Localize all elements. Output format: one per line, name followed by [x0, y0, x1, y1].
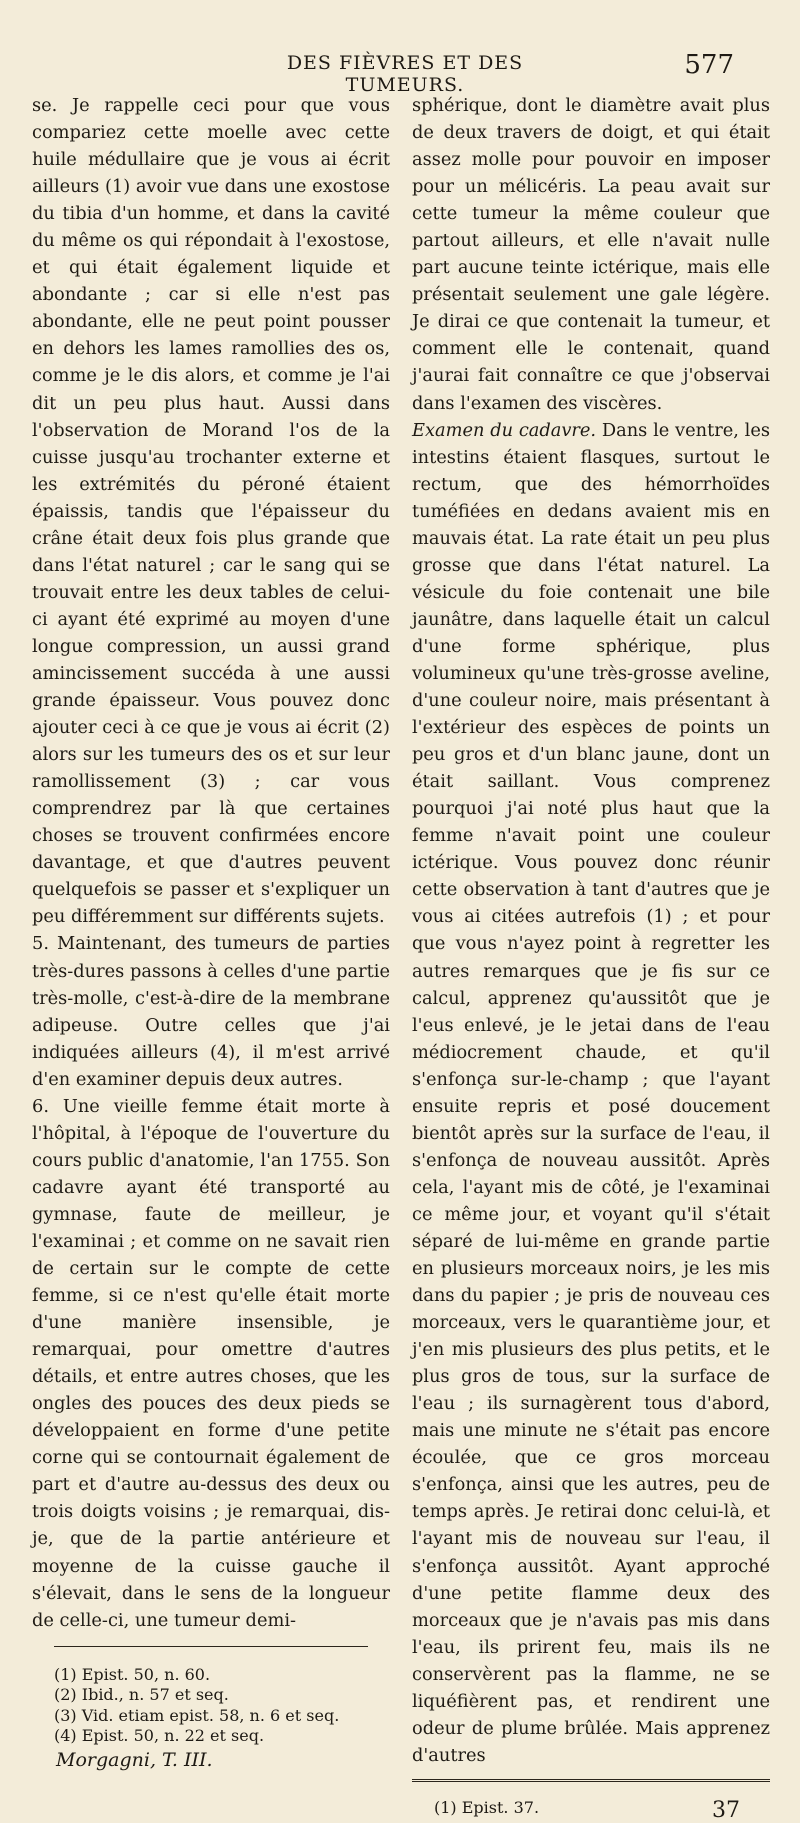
footnote: (3) Vid. etiam epist. 58, n. 6 et seq. [54, 1705, 340, 1725]
footnotes [412, 1798, 770, 1823]
left-column-text [32, 92, 390, 1634]
footnote: (1) Epist. 37. [434, 1797, 540, 1817]
footnote-rule [54, 1646, 368, 1647]
left-column [32, 92, 390, 1771]
running-title: DES FIÈVRES ET DES TUMEURS. [286, 52, 524, 96]
signature [32, 1749, 390, 1771]
page-number: 577 [684, 50, 734, 80]
signature-number: 37 [712, 1797, 740, 1823]
paragraph-body: Dans le ventre, les intestins étaient flasques, surtout le rectum, que des hémorrhoïdes tuméfiées en dedans avaient mis en mauvais état. La rate était un peu plus grosse que dans l'état naturel. La vésicule du foie contenait une bile jaunâtre, dans laquelle était un calcul d'une forme sphérique, plus volumineux qu'une très-grosse aveline, d'une couleur noire, mais présentant à l'extérieur des espèces de points un peu gros et d'un blanc jaune, dont un était saillant. Vous comprenez pourquoi j'ai noté plus haut que la femme n'avait point une couleur ictérique. Vous pouvez donc réunir cette observation à tant d'autres que je vous ai citées autrefois (1) ; et pour que vous n'ayez point à regretter les autres remarques que je fis sur ce calcul, apprenez qu'aussitôt que je l'eus enlevé, je le jetai dans de l'eau médiocrement chaude, et qu'il s'enfonça sur-le-champ ; que l'ayant ensuite repris et posé doucement bientôt après sur la surface de l'eau, il s'enfonça de nouveau aussitôt. Après cela, l'ayant mis de côté, je l'examinai ce même jour, et voyant qu'il s'était séparé de lui-même en grande partie en plusieurs morceaux noirs, je les mis dans du papier ; je pris de nouveau ces morceaux, vers le quarantième jour, et j'en mis plusieurs des plus petits, et le plus gros de tous, sur la surface de l'eau ; ils surnagèrent tous d'abord, mais une minute ne s'était pas encore écoulée, que ce gros morceau s'enfonça, ainsi que les autres, peu de temps après. Je retirai donc celui-là, et l'ayant mis de nouveau sur l'eau, il s'enfonça aussitôt. Ayant approché d'une petite flamme deux des morceaux que je n'avais pas mis dans l'eau, ils prirent feu, mais ils ne conservèrent pas la flamme, ne se liquéfièrent pas, et rendirent une odeur de plume brûlée. Mais apprenez d'autres [412, 419, 771, 1766]
signature-text: Morgagni, T. III. [56, 1748, 213, 1771]
section-title: Examen du cadavre. [412, 419, 597, 441]
paragraph-5: 5. Maintenant, des tumeurs de parties très-dures passons à celles d'une partie très-molle, c'est-à-dire de la membrane adipeuse. Outre celles que j'ai indiquées ailleurs (4), il m'est arrivé d'en examiner depuis deux autres. [32, 933, 390, 1090]
footnotes [32, 1665, 390, 1747]
footnote: (1) Epist. 50, n. 60. [54, 1664, 211, 1684]
paragraph [412, 417, 770, 1769]
paragraph: se. Je rappelle ceci pour que vous compariez cette moelle avec cette huile médullaire que je vous ai écrit ailleurs (1) avoir vue dans une exostose du tibia d'un homme, et dans la cavité du même os qui répondait à l'exostose, et qui était également liquide et abondante ; car si elle n'est pas abondante, elle ne peut point pousser en dehors les lames ramollies des os, comme je le dis alors, et comme je l'ai dit un peu plus haut. Aussi dans l'observation de Morand l'os de la cuisse jusqu'au trochanter externe et les extrémités du péroné étaient épaissis, tandis que l'épaisseur du crâne était deux fois plus grande que dans l'état naturel ; car le sang qui se trouvait entre les deux tables de celui-ci ayant été exprimé au moyen d'une longue compression, un aussi grand amincissement succéda à une aussi grande épaisseur. Vous pouvez donc ajouter ceci à ce que je vous ai écrit (2) alors sur les tumeurs des os et sur leur ramollissement (3) ; car vous comprendrez par là que certaines choses se trouvent confirmées encore davantage, et que d'autres peuvent quelquefois se passer et s'expliquer un peu différemment sur différents sujets. [32, 95, 390, 928]
footnote: (4) Epist. 50, n. 22 et seq. [54, 1726, 265, 1746]
footnote: (2) Ibid., n. 57 et seq. [54, 1685, 229, 1705]
page-header [0, 50, 800, 96]
footnote-rule [412, 1779, 770, 1782]
right-column-text [412, 92, 770, 1769]
paragraph: sphérique, dont le diamètre avait plus de deux travers de doigt, et qui était assez molle pour pouvoir en imposer pour un mélicéris. La peau avait sur cette tumeur la même couleur que partout ailleurs, et elle n'avait nulle part aucune teinte ictérique, mais elle présentait seulement une gale légère. Je dirai ce que contenait la tumeur, et comment elle le contenait, quand j'aurai fait connaître ce que j'observai dans l'examen des viscères. [412, 95, 770, 414]
right-column [412, 92, 770, 1823]
paragraph-6: 6. Une vieille femme était morte à l'hôpital, à l'époque de l'ouverture du cours public d'anatomie, l'an 1755. Son cadavre ayant été transporté au gymnase, faute de meilleur, je l'examinai ; et comme on ne savait rien de certain sur le compte de cette femme, si ce n'est qu'elle était morte d'une manière insensible, je remarquai, pour omettre d'autres détails, et entre autres choses, que les ongles des pouces des deux pieds se développaient en forme d'une petite corne qui se contournait également de part et d'autre au-dessus des deux ou trois doigts voisins ; je remarquai, dis-je, que de la partie antérieure et moyenne de la cuisse gauche il s'élevait, dans le sens de la longueur de celle-ci, une tumeur demi- [32, 1095, 390, 1631]
